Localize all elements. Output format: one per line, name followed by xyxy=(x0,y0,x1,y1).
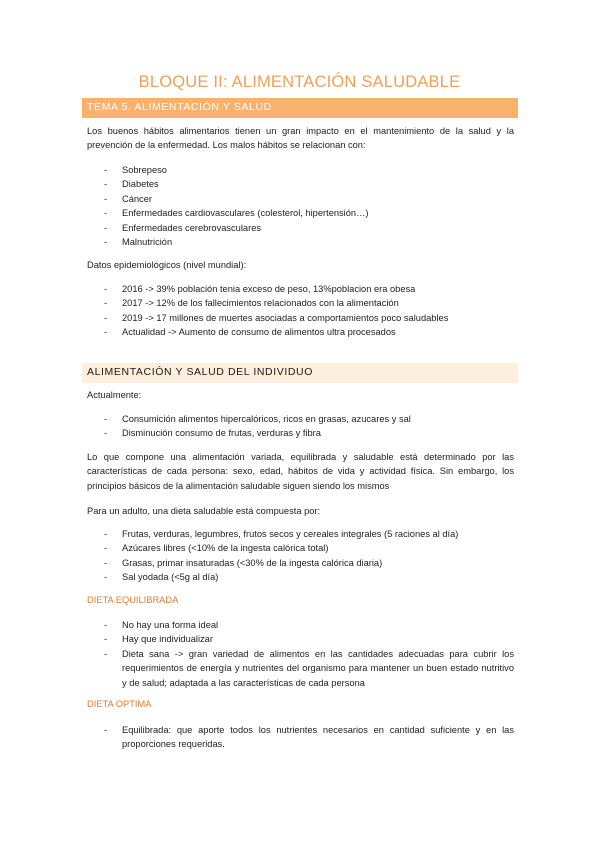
balanced-diet-list xyxy=(87,618,514,690)
list-item: - 2019 -> 17 millones de muertes asociadas a comportamientos poco saludables xyxy=(104,312,449,323)
list-item: - Azúcares libres (<10% de la ingesta calórica total) xyxy=(104,543,329,554)
bad-habits-list xyxy=(87,163,514,249)
list-item: - Hay que individualizar xyxy=(104,634,213,645)
list-item: - No hay una forma ideal xyxy=(104,620,219,630)
actualmente-label: Actualmente: xyxy=(87,390,142,400)
list-item: - Grasas, primar insaturadas (<30% de la ingesta calórica diaria) xyxy=(104,557,383,568)
list-item: - Cáncer xyxy=(104,193,152,204)
subheading-dieta-equilibrada: DIETA EQUILIBRADA xyxy=(87,595,179,605)
healthy-diet-list xyxy=(87,527,514,585)
list-item: - Actualidad -> Aumento de consumo de alimentos ultra procesados xyxy=(104,327,396,338)
section-heading-tema5 xyxy=(82,98,518,118)
list-item: - Frutas, verduras, legumbres, frutos secos y cereales integrales (5 raciones al día) xyxy=(104,529,459,539)
section-heading-text: TEMA 5. ALIMENTACIÓN Y SALUD xyxy=(87,101,272,113)
list-item: - Equilibrada: que aporte todos los nutrientes necesarios en cantidad suficiente y en las proporciones requeridas. xyxy=(104,725,514,750)
document-title: BLOQUE II: ALIMENTACIÓN SALUDABLE xyxy=(138,73,461,91)
list-item: - 2017 -> 12% de los fallecimientos relacionados con la alimentación xyxy=(104,298,399,309)
list-item: - Diabetes xyxy=(104,179,159,190)
list-item: - Sobrepeso xyxy=(104,165,167,175)
list-item: - Sal yodada (<5g al día) xyxy=(104,572,219,583)
section-heading-text: ALIMENTACIÓN Y SALUD DEL INDIVIDUO xyxy=(87,366,313,378)
optimal-diet-list xyxy=(87,723,514,752)
list-item: - 2016 -> 39% población tenia exceso de peso, 13%poblacion era obesa xyxy=(104,284,416,294)
list-item: - Consumición alimentos hipercalóricos, ricos en grasas, azucares y sal xyxy=(104,414,411,424)
list-item: - Dieta sana -> gran variedad de alimentos en las cantidades adecuadas para cubrir los requerimientos de energía y nutrientes del organismo para mantener un buen estado nutritivo y de salud; adaptada a las características de cada persona xyxy=(104,648,514,688)
list-item: - Disminución consumo de frutas, verduras y fibra xyxy=(104,428,321,439)
list-item: - Malnutrición xyxy=(104,237,173,248)
current-trends-list xyxy=(87,412,514,441)
intro-paragraph: Los buenos hábitos alimentarios tienen un gran impacto en el mantenimiento de la salud y la prevención de la enfermedad. Los malos hábitos se relacionan con: xyxy=(87,126,514,151)
diet-paragraph: Lo que compone una alimentación variada, equilibrada y saludable está determinado por las características de cada persona: sexo, edad, hábitos de vida y actividad física. Sin embargo, los principios básicos de la alimentación saludable siguen siendo los mismos xyxy=(87,452,514,491)
list-item: - Enfermedades cardiovasculares (colesterol, hipertensión…) xyxy=(104,208,369,219)
subheading-dieta-optima: DIETA OPTIMA xyxy=(87,699,152,709)
epidemiology-label: Datos epidemiológicos (nivel mundial): xyxy=(87,260,247,270)
adult-label: Para un adulto, una dieta saludable está compuesta por: xyxy=(87,506,321,516)
section-heading-individuo xyxy=(82,363,518,383)
list-item: - Enfermedades cerebrovasculares xyxy=(104,222,262,233)
epidemiology-list xyxy=(87,282,514,340)
